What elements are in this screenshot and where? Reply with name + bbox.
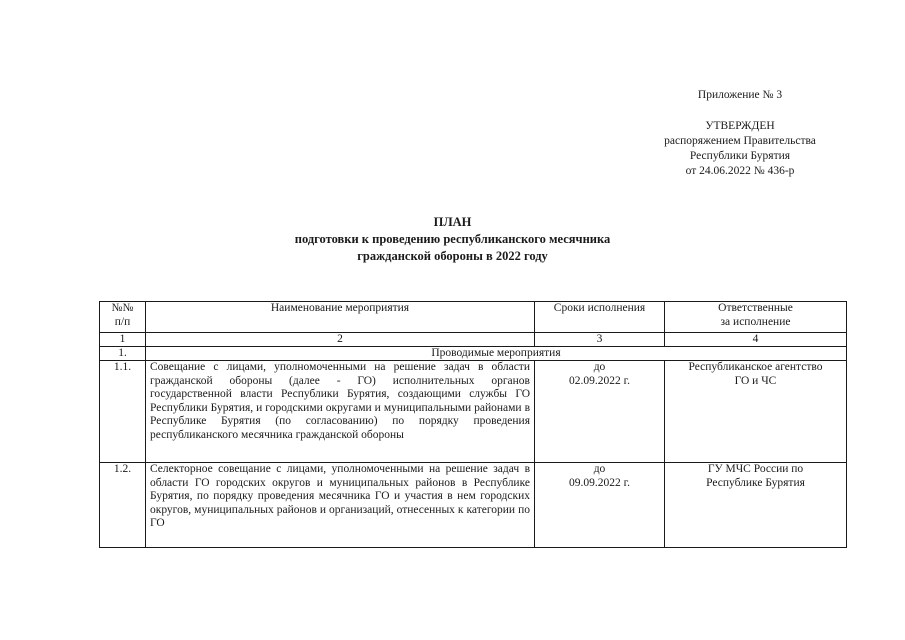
title-line: ПЛАН (433, 215, 472, 229)
row-number: 1.2. (100, 463, 146, 548)
approval-line: УТВЕРЖДЕН (705, 120, 775, 132)
approval-line: от 24.06.2022 № 436-р (685, 165, 795, 177)
column-number: 3 (535, 333, 665, 347)
row-responsible: ГУ МЧС России по Республике Бурятия (665, 463, 847, 548)
section-number: 1. (100, 347, 146, 361)
plan-table (99, 301, 847, 548)
section-title: Проводимые мероприятия (146, 347, 847, 361)
header-name: Наименование мероприятия (146, 302, 535, 333)
header-num: №№ п/п (100, 302, 146, 333)
document-title (0, 214, 905, 265)
table-row (100, 463, 847, 548)
approval-line: распоряжением Правительства (664, 135, 816, 147)
column-number: 2 (146, 333, 535, 347)
row-description: Селекторное совещание с лицами, уполномоченными на решение задач в области ГО городских округов и муниципальных районов в Республике Бурятия, по порядку проведения месячника ГО и участия в нем городских округов, муниципальных районов и организаций, отнесенных к категории по ГО (146, 463, 535, 548)
title-line: подготовки к проведению республиканского месячника (294, 232, 611, 246)
header-dates: Сроки исполнения (535, 302, 665, 333)
column-number-row (100, 333, 847, 347)
title-line: гражданской обороны в 2022 году (357, 249, 548, 263)
header-responsible: Ответственные за исполнение (665, 302, 847, 333)
table-header-row (100, 302, 847, 333)
row-description: Совещание с лицами, уполномоченными на решение задач в области гражданской обороны (далее - ГО) исполнительных органов государственной власти Республики Бурятия, создающими службы ГО Республики Бурятия, и городскими округами и муниципальными районами в Республике Бурятия (по согласованию) по порядку проведения республиканского месячника гражданской обороны (146, 361, 535, 463)
table-row (100, 361, 847, 463)
column-number: 1 (100, 333, 146, 347)
row-number: 1.1. (100, 361, 146, 463)
row-deadline: до 02.09.2022 г. (535, 361, 665, 463)
column-number: 4 (665, 333, 847, 347)
approval-block (640, 88, 840, 179)
section-row (100, 347, 847, 361)
row-responsible: Республиканское агентство ГО и ЧС (665, 361, 847, 463)
approval-line: Республики Бурятия (689, 150, 791, 162)
annex-label: Приложение № 3 (697, 89, 783, 101)
row-deadline: до 09.09.2022 г. (535, 463, 665, 548)
